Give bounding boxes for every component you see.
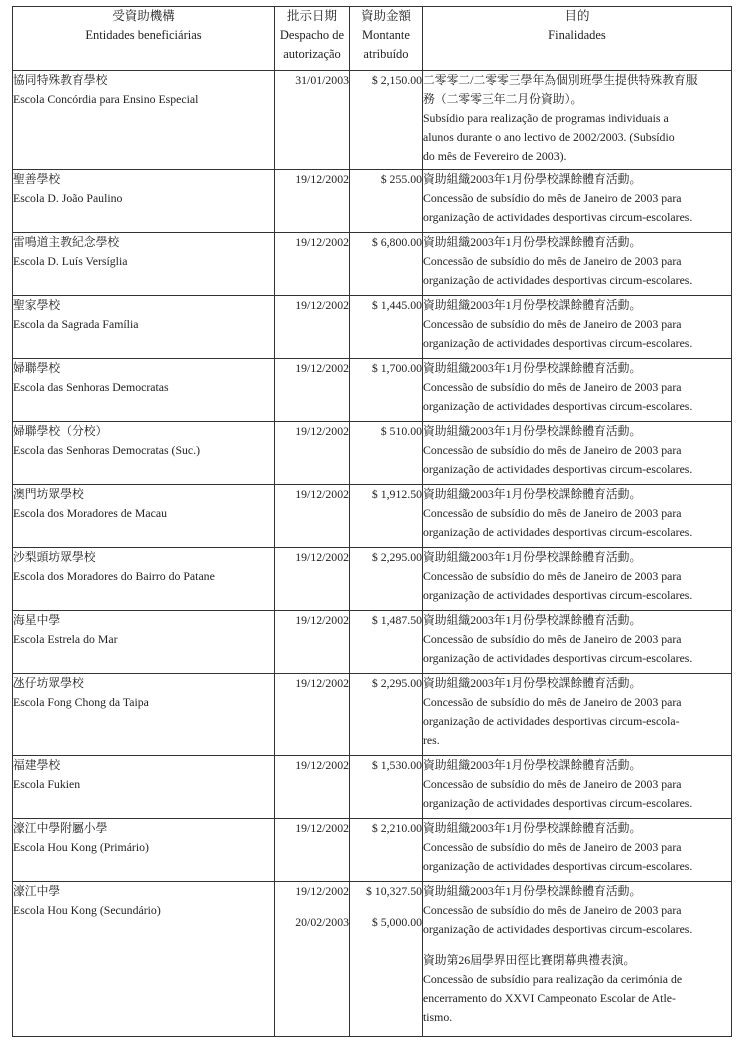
entity-name-pt: Escola das Senhoras Democratas bbox=[13, 380, 169, 394]
table-row bbox=[13, 548, 732, 611]
header-purpose-zh: 目的 bbox=[564, 9, 590, 23]
date-cell bbox=[275, 882, 350, 1037]
date-cell bbox=[275, 819, 350, 882]
sub-purpose-pt-line: Concessão de subsídio para realização da cerimónia de bbox=[423, 972, 683, 986]
date-cell bbox=[275, 548, 350, 611]
entity-name-zh: 聖善學校 bbox=[13, 172, 61, 186]
authorization-date: 31/01/2003 bbox=[295, 73, 349, 87]
entity-cell bbox=[13, 422, 275, 485]
purpose-pt-line: Concessão de subsídio do mês de Janeiro de 2003 para bbox=[423, 632, 682, 646]
entity-cell bbox=[13, 170, 275, 233]
purpose-pt-line: organização de actividades desportivas circum-escolares. bbox=[423, 796, 693, 810]
amount-value: $ 1,487.50 bbox=[371, 613, 422, 627]
purpose-pt-line: Concessão de subsídio do mês de Janeiro de 2003 para bbox=[423, 506, 682, 520]
date-cell bbox=[275, 422, 350, 485]
amount-cell bbox=[350, 756, 423, 819]
header-amount-pt1: Montante bbox=[362, 28, 410, 42]
purpose-pt-line: Concessão de subsídio do mês de Janeiro de 2003 para bbox=[423, 380, 682, 394]
amount-cell bbox=[350, 611, 423, 674]
purpose-cell bbox=[423, 170, 732, 233]
entity-name-pt: Escola Hou Kong (Primário) bbox=[13, 840, 149, 854]
entity-name-pt: Escola dos Moradores do Bairro do Patane bbox=[13, 569, 215, 583]
sub-purpose-pt-line: encerramento do XXVI Campeonato Escolar de Atle- bbox=[423, 991, 676, 1005]
purpose-cell bbox=[423, 611, 732, 674]
purpose-zh-line: 資助組織2003年1月份學校課餘體育活動。 bbox=[423, 235, 642, 249]
entity-name-pt: Escola Concórdia para Ensino Especial bbox=[13, 92, 199, 106]
authorization-date: 19/12/2002 bbox=[295, 361, 349, 375]
entity-name-zh: 濠江中學 bbox=[13, 884, 61, 898]
purpose-zh-line: 資助組織2003年1月份學校課餘體育活動。 bbox=[423, 361, 642, 375]
date-cell bbox=[275, 170, 350, 233]
amount-value: $ 255.00 bbox=[380, 172, 422, 186]
amount-value: $ 1,530.00 bbox=[371, 758, 422, 772]
amount-cell bbox=[350, 170, 423, 233]
entity-cell bbox=[13, 674, 275, 756]
date-cell bbox=[275, 71, 350, 170]
authorization-date: 19/12/2002 bbox=[295, 758, 349, 772]
entity-name-pt: Escola da Sagrada Família bbox=[13, 317, 139, 331]
entity-name-zh: 濠江中學附屬小學 bbox=[13, 821, 108, 835]
authorization-date: 19/12/2002 bbox=[295, 550, 349, 564]
purpose-zh-line: 資助組織2003年1月份學校課餘體育活動。 bbox=[423, 758, 642, 772]
purpose-pt-line: Concessão de subsídio do mês de Janeiro de 2003 para bbox=[423, 443, 682, 457]
header-date bbox=[275, 7, 350, 71]
date-cell bbox=[275, 756, 350, 819]
purpose-zh-line: 資助組織2003年1月份學校課餘體育活動。 bbox=[423, 676, 642, 690]
amount-value: $ 2,295.00 bbox=[371, 550, 422, 564]
sub-purpose bbox=[423, 951, 731, 1027]
authorization-date: 19/12/2002 bbox=[295, 424, 349, 438]
purpose-pt-line: Concessão de subsídio do mês de Janeiro de 2003 para bbox=[423, 254, 682, 268]
entity-cell bbox=[13, 71, 275, 170]
purpose-pt-line: Concessão de subsídio do mês de Janeiro de 2003 para bbox=[423, 569, 682, 583]
table-row bbox=[13, 756, 732, 819]
authorization-date: 19/12/2002 bbox=[295, 172, 349, 186]
entity-name-pt: Escola D. Luís Versíglia bbox=[13, 254, 128, 268]
authorization-date: 19/12/2002 bbox=[295, 487, 349, 501]
entity-name-zh: 協同特殊教育學校 bbox=[13, 73, 108, 87]
entity-name-pt: Escola das Senhoras Democratas (Suc.) bbox=[13, 443, 201, 457]
entity-name-pt: Escola Fukien bbox=[13, 777, 81, 791]
header-entities-pt: Entidades beneficiárias bbox=[85, 28, 202, 42]
purpose-zh-line: 資助組織2003年1月份學校課餘體育活動。 bbox=[423, 613, 642, 627]
authorization-date: 19/12/2002 bbox=[295, 821, 349, 835]
date-cell bbox=[275, 359, 350, 422]
sub-authorization-date: 20/02/2003 bbox=[295, 915, 349, 929]
amount-cell bbox=[350, 422, 423, 485]
purpose-pt-line: alunos durante o ano lectivo de 2002/2003. (Subsídio bbox=[423, 130, 675, 144]
purpose-pt-line: Subsídio para realização de programas individuais a bbox=[423, 111, 669, 125]
header-date-pt1: Despacho de bbox=[279, 28, 345, 42]
entity-name-pt: Escola Hou Kong (Secundário) bbox=[13, 903, 161, 917]
authorization-date: 19/12/2002 bbox=[295, 298, 349, 312]
purpose-cell bbox=[423, 819, 732, 882]
amount-value: $ 1,700.00 bbox=[371, 361, 422, 375]
amount-value: $ 6,800.00 bbox=[371, 235, 422, 249]
purpose-pt-line: Concessão de subsídio do mês de Janeiro de 2003 para bbox=[423, 777, 682, 791]
date-cell bbox=[275, 296, 350, 359]
header-date-pt2: autorização bbox=[283, 47, 341, 61]
date-cell bbox=[275, 674, 350, 756]
header-entities-zh: 受資助機構 bbox=[112, 9, 175, 23]
purpose-pt-line: organização de actividades desportivas circum-escolares. bbox=[423, 651, 693, 665]
entity-name-zh: 聖家學校 bbox=[13, 298, 61, 312]
purpose-zh-line: 資助組織2003年1月份學校課餘體育活動。 bbox=[423, 487, 642, 501]
table-row bbox=[13, 296, 732, 359]
entity-name-pt: Escola Fong Chong da Taipa bbox=[13, 695, 149, 709]
table-row bbox=[13, 819, 732, 882]
table-row bbox=[13, 170, 732, 233]
authorization-date: 19/12/2002 bbox=[295, 235, 349, 249]
subsidy-table bbox=[12, 6, 732, 1037]
purpose-zh-line: 資助組織2003年1月份學校課餘體育活動。 bbox=[423, 298, 642, 312]
date-cell bbox=[275, 485, 350, 548]
purpose-zh-line: 資助組織2003年1月份學校課餘體育活動。 bbox=[423, 172, 642, 186]
header-date-zh: 批示日期 bbox=[286, 9, 337, 23]
entity-name-zh: 雷鳴道主教紀念學校 bbox=[13, 235, 120, 249]
amount-cell bbox=[350, 819, 423, 882]
entity-cell bbox=[13, 756, 275, 819]
table-body bbox=[13, 71, 732, 1037]
purpose-pt-line: organização de actividades desportivas circum-escolares. bbox=[423, 399, 693, 413]
table-header-row bbox=[13, 7, 732, 71]
amount-cell bbox=[350, 71, 423, 170]
entity-cell bbox=[13, 819, 275, 882]
entity-name-zh: 澳門坊眾學校 bbox=[13, 487, 84, 501]
entity-name-zh: 氹仔坊眾學校 bbox=[13, 676, 84, 690]
entity-cell bbox=[13, 882, 275, 1037]
table-row bbox=[13, 71, 732, 170]
table-row bbox=[13, 359, 732, 422]
entity-name-zh: 婦聯學校 bbox=[13, 361, 61, 375]
purpose-pt-line: organização de actividades desportivas circum-escolares. bbox=[423, 525, 693, 539]
purpose-cell bbox=[423, 422, 732, 485]
entity-name-pt: Escola dos Moradores de Macau bbox=[13, 506, 167, 520]
purpose-cell bbox=[423, 882, 732, 1037]
entity-name-zh: 海星中學 bbox=[13, 613, 61, 627]
table-row bbox=[13, 674, 732, 756]
purpose-pt-line: organização de actividades desportivas circum-escolares. bbox=[423, 588, 693, 602]
table-row bbox=[13, 611, 732, 674]
purpose-cell bbox=[423, 71, 732, 170]
amount-value: $ 1,912.50 bbox=[371, 487, 422, 501]
purpose-pt-line: Concessão de subsídio do mês de Janeiro de 2003 para bbox=[423, 695, 682, 709]
amount-value: $ 10,327.50 bbox=[365, 884, 422, 898]
header-entities bbox=[13, 7, 275, 71]
table-row bbox=[13, 882, 732, 1037]
entity-name-zh: 婦聯學校（分校） bbox=[13, 424, 108, 438]
table-row bbox=[13, 422, 732, 485]
sub-amount-value: $ 5,000.00 bbox=[371, 915, 422, 929]
amount-cell bbox=[350, 485, 423, 548]
purpose-pt-line: organização de actividades desportivas circum-escolares. bbox=[423, 336, 693, 350]
header-purpose bbox=[423, 7, 732, 71]
amount-cell bbox=[350, 548, 423, 611]
entity-name-pt: Escola Estrela do Mar bbox=[13, 632, 118, 646]
purpose-pt-line: Concessão de subsídio do mês de Janeiro de 2003 para bbox=[423, 317, 682, 331]
entity-cell bbox=[13, 296, 275, 359]
date-cell bbox=[275, 233, 350, 296]
amount-value: $ 2,210.00 bbox=[371, 821, 422, 835]
purpose-cell bbox=[423, 548, 732, 611]
amount-cell bbox=[350, 233, 423, 296]
entity-cell bbox=[13, 611, 275, 674]
purpose-pt-line: Concessão de subsídio do mês de Janeiro de 2003 para bbox=[423, 191, 682, 205]
entity-name-zh: 沙梨頭坊眾學校 bbox=[13, 550, 96, 564]
purpose-pt-line: organização de actividades desportivas circum-escolares. bbox=[423, 462, 693, 476]
purpose-pt-line: res. bbox=[423, 733, 440, 747]
header-amount-pt2: atribuído bbox=[363, 47, 409, 61]
sub-purpose-pt-line: tismo. bbox=[423, 1010, 453, 1024]
amount-cell bbox=[350, 882, 423, 1037]
purpose-cell bbox=[423, 485, 732, 548]
purpose-pt-line: Concessão de subsídio do mês de Janeiro de 2003 para bbox=[423, 840, 682, 854]
purpose-pt-line: Concessão de subsídio do mês de Janeiro de 2003 para bbox=[423, 903, 682, 917]
header-amount-zh: 資助金額 bbox=[360, 9, 411, 23]
purpose-cell bbox=[423, 233, 732, 296]
purpose-pt-line: organização de actividades desportivas circum-escolares. bbox=[423, 859, 693, 873]
table-row bbox=[13, 485, 732, 548]
entity-cell bbox=[13, 233, 275, 296]
purpose-zh-line: 資助組織2003年1月份學校課餘體育活動。 bbox=[423, 821, 642, 835]
purpose-cell bbox=[423, 296, 732, 359]
entity-name-pt: Escola D. João Paulino bbox=[13, 191, 123, 205]
authorization-date: 19/12/2002 bbox=[295, 884, 349, 898]
purpose-pt-line: organização de actividades desportivas circum-escolares. bbox=[423, 922, 693, 936]
purpose-cell bbox=[423, 756, 732, 819]
amount-cell bbox=[350, 296, 423, 359]
purpose-zh-line: 資助組織2003年1月份學校課餘體育活動。 bbox=[423, 884, 642, 898]
entity-cell bbox=[13, 485, 275, 548]
purpose-pt-line: do mês de Fevereiro de 2003). bbox=[423, 149, 567, 163]
purpose-cell bbox=[423, 674, 732, 756]
date-cell bbox=[275, 611, 350, 674]
amount-cell bbox=[350, 674, 423, 756]
header-amount bbox=[350, 7, 423, 71]
authorization-date: 19/12/2002 bbox=[295, 613, 349, 627]
purpose-zh-line: 二零零二/二零零三學年為個別班學生提供特殊教育服 bbox=[423, 73, 698, 87]
purpose-cell bbox=[423, 359, 732, 422]
entity-name-zh: 福建學校 bbox=[13, 758, 61, 772]
purpose-pt-line: organização de actividades desportivas circum-escolares. bbox=[423, 210, 693, 224]
amount-value: $ 510.00 bbox=[380, 424, 422, 438]
entity-cell bbox=[13, 548, 275, 611]
authorization-date: 19/12/2002 bbox=[295, 676, 349, 690]
purpose-zh-line: 務（二零零三年二月份資助）。 bbox=[423, 92, 583, 106]
purpose-zh-line: 資助組織2003年1月份學校課餘體育活動。 bbox=[423, 550, 642, 564]
table-row bbox=[13, 233, 732, 296]
amount-value: $ 2,295.00 bbox=[371, 676, 422, 690]
entity-cell bbox=[13, 359, 275, 422]
purpose-pt-line: organização de actividades desportivas circum-escola- bbox=[423, 714, 680, 728]
purpose-zh-line: 資助組織2003年1月份學校課餘體育活動。 bbox=[423, 424, 642, 438]
amount-cell bbox=[350, 359, 423, 422]
header-purpose-pt: Finalidades bbox=[548, 28, 606, 42]
amount-value: $ 1,445.00 bbox=[371, 298, 422, 312]
amount-value: $ 2,150.00 bbox=[371, 73, 422, 87]
purpose-pt-line: organização de actividades desportivas circum-escolares. bbox=[423, 273, 693, 287]
sub-purpose-zh-line: 資助第26屆學界田徑比賽閉幕典禮表演。 bbox=[423, 953, 636, 967]
